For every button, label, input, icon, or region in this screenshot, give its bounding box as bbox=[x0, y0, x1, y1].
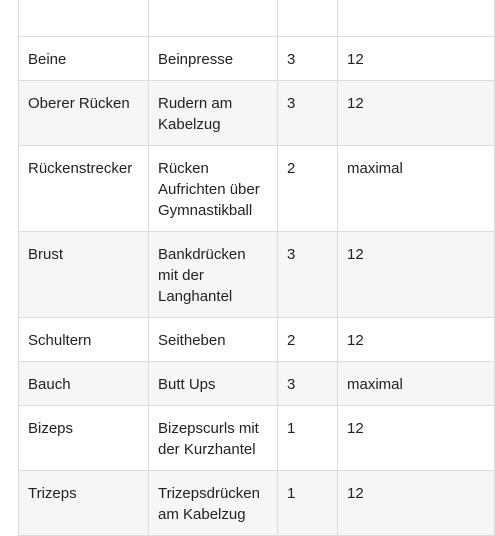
table-row bbox=[19, 406, 495, 471]
reps-cell: 12 bbox=[338, 81, 495, 146]
exercise-cell bbox=[149, 0, 278, 37]
reps-cell bbox=[338, 0, 495, 37]
exercise-cell: Seitheben bbox=[149, 318, 278, 362]
sets-cell: 1 bbox=[278, 471, 338, 536]
table-row bbox=[19, 362, 495, 406]
muscle-group-cell bbox=[19, 0, 149, 37]
muscle-group-cell: Schultern bbox=[19, 318, 149, 362]
reps-cell: maximal bbox=[338, 146, 495, 232]
muscle-group-cell: Bauch bbox=[19, 362, 149, 406]
exercise-cell: Butt Ups bbox=[149, 362, 278, 406]
sets-cell: 2 bbox=[278, 318, 338, 362]
exercise-cell: Bizepscurls mit der Kurzhantel bbox=[149, 406, 278, 471]
sets-cell: 2 bbox=[278, 146, 338, 232]
sets-cell: 3 bbox=[278, 362, 338, 406]
reps-cell: 12 bbox=[338, 406, 495, 471]
table-row bbox=[19, 0, 495, 37]
reps-cell: 12 bbox=[338, 318, 495, 362]
muscle-group-cell: Brust bbox=[19, 232, 149, 318]
sets-cell: 3 bbox=[278, 81, 338, 146]
sets-cell: 3 bbox=[278, 37, 338, 81]
reps-cell: 12 bbox=[338, 37, 495, 81]
reps-cell: 12 bbox=[338, 232, 495, 318]
sets-cell: 3 bbox=[278, 232, 338, 318]
exercise-cell: Trizepsdrücken am Kabelzug bbox=[149, 471, 278, 536]
table-row bbox=[19, 471, 495, 536]
muscle-group-cell: Trizeps bbox=[19, 471, 149, 536]
workout-table bbox=[18, 0, 495, 536]
table-row bbox=[19, 146, 495, 232]
sets-cell: 1 bbox=[278, 406, 338, 471]
muscle-group-cell: Oberer Rücken bbox=[19, 81, 149, 146]
exercise-cell: Bankdrücken mit der Langhantel bbox=[149, 232, 278, 318]
table-row bbox=[19, 232, 495, 318]
reps-cell: 12 bbox=[338, 471, 495, 536]
muscle-group-cell: Bizeps bbox=[19, 406, 149, 471]
exercise-cell: Beinpresse bbox=[149, 37, 278, 81]
muscle-group-cell: Beine bbox=[19, 37, 149, 81]
reps-cell: maximal bbox=[338, 362, 495, 406]
table-row bbox=[19, 37, 495, 81]
exercise-cell: Rücken Aufrichten über Gymnastikball bbox=[149, 146, 278, 232]
exercise-cell: Rudern am Kabelzug bbox=[149, 81, 278, 146]
sets-cell bbox=[278, 0, 338, 37]
muscle-group-cell: Rückenstrecker bbox=[19, 146, 149, 232]
table-row bbox=[19, 81, 495, 146]
table-row bbox=[19, 318, 495, 362]
